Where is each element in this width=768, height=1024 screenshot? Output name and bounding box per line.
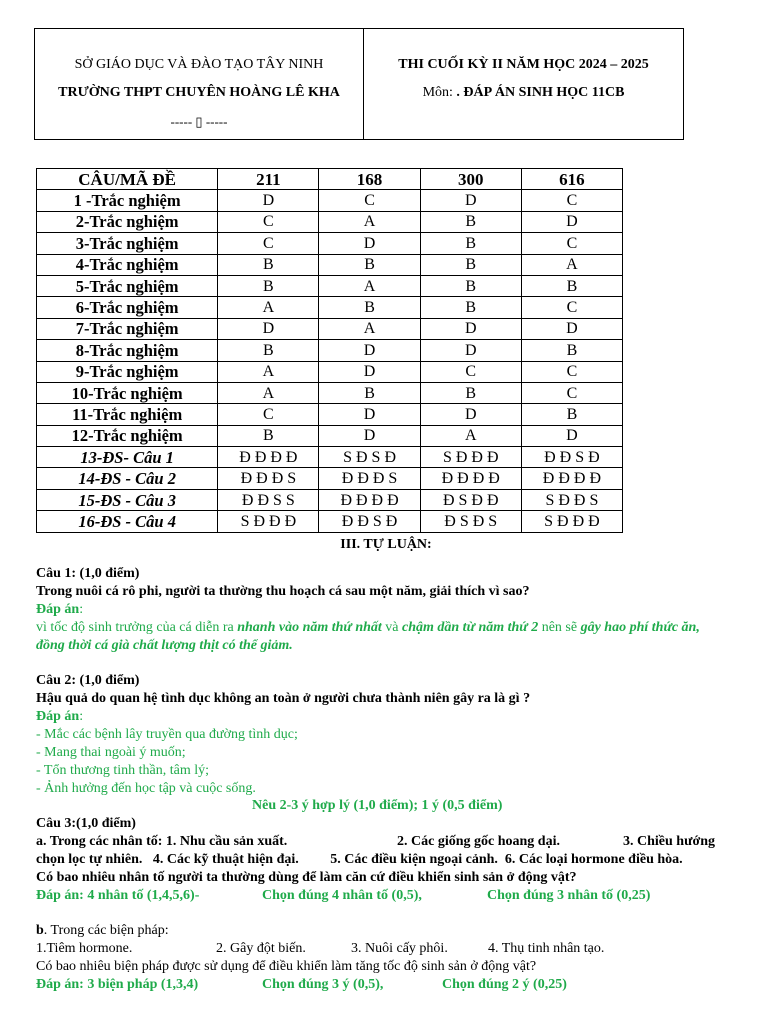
- answer-cell: Đ Đ S Đ: [521, 447, 622, 468]
- answer-cell: B: [420, 382, 521, 403]
- answer-label: Đáp án: [36, 709, 80, 724]
- header-separator: ----- ▯ -----: [170, 114, 228, 129]
- answer-cell: B: [319, 382, 420, 403]
- answer-cell: A: [319, 318, 420, 339]
- table-row: [37, 511, 623, 532]
- answer-colon: :: [79, 602, 84, 617]
- header-divider: [363, 29, 364, 139]
- answer-cell: D: [218, 190, 319, 211]
- exam-title: THI CUỐI KỲ II NĂM HỌC 2024 – 2025: [398, 57, 649, 72]
- q3-b-question: Có bao nhiêu biện pháp được sử dụng để điều khiển làm tăng tốc độ sinh sản ở động vật?: [36, 959, 537, 974]
- q2-item: - Ảnh hưởng đến học tập và cuộc sống.: [36, 781, 256, 796]
- answer-cell: C: [521, 382, 622, 403]
- answer-cell: A: [319, 275, 420, 296]
- q3-b-ans2: Chọn đúng 3 ý (0,5),: [262, 977, 384, 992]
- q3-a-line1: [36, 833, 736, 851]
- answer-cell: C: [420, 361, 521, 382]
- answer-cell: D: [420, 190, 521, 211]
- table-row: [37, 318, 623, 339]
- answer-cell: B: [420, 233, 521, 254]
- question-label-cell: 6-Trắc nghiệm: [37, 297, 218, 318]
- answer-cell: D: [521, 425, 622, 446]
- answer-cell: Đ Đ Đ Đ: [521, 468, 622, 489]
- table-header-row: [37, 169, 623, 190]
- header-cell: CÂU/MÃ ĐỀ: [37, 169, 218, 190]
- answer-cell: D: [319, 425, 420, 446]
- q3-b-intro: [36, 922, 736, 940]
- answer-cell: D: [521, 211, 622, 232]
- q3-b-ans3: Chọn đúng 2 ý (0,25): [442, 977, 567, 992]
- table-row: [37, 489, 623, 510]
- section-title: III. TỰ LUẬN:: [340, 537, 432, 552]
- table-row: [37, 254, 623, 275]
- answer-label: Đáp án: [36, 602, 80, 617]
- question-label-cell: 16-ĐS - Câu 4: [37, 511, 218, 532]
- answer-cell: C: [521, 233, 622, 254]
- q3-b-option: 2. Gây đột biến.: [216, 941, 306, 956]
- table-row: [37, 233, 623, 254]
- table-row: [37, 468, 623, 489]
- answer-colon: :: [79, 709, 84, 724]
- department-name: SỞ GIÁO DỤC VÀ ĐÀO TẠO TÂY NINH: [74, 57, 324, 72]
- header-box: [34, 28, 684, 140]
- question-label-cell: 2-Trắc nghiệm: [37, 211, 218, 232]
- q3-a-part1: a. Trong các nhân tố: 1. Nhu cầu sản xuất.: [36, 834, 288, 849]
- answer-cell: A: [319, 211, 420, 232]
- answer-cell: S Đ Đ Đ: [521, 511, 622, 532]
- answer-cell: C: [319, 190, 420, 211]
- answer-cell: C: [521, 361, 622, 382]
- q3-b-answer: [36, 976, 736, 994]
- answer-cell: D: [420, 340, 521, 361]
- answer-cell: B: [521, 404, 622, 425]
- question-label-cell: 13-ĐS- Câu 1: [37, 447, 218, 468]
- answer-cell: D: [420, 404, 521, 425]
- q3-b-option: 3. Nuôi cấy phôi.: [351, 941, 448, 956]
- answer-cell: D: [319, 233, 420, 254]
- table-row: [37, 447, 623, 468]
- table-row: [37, 382, 623, 403]
- answer-cell: B: [319, 297, 420, 318]
- subject-line: [364, 85, 683, 101]
- answer-cell: B: [420, 275, 521, 296]
- q3-title: Câu 3:(1,0 điểm): [36, 816, 136, 831]
- answer-cell: B: [521, 340, 622, 361]
- answer-cell: B: [218, 340, 319, 361]
- question-label-cell: 15-ĐS - Câu 3: [37, 489, 218, 510]
- q1-title: Câu 1: (1,0 điểm): [36, 566, 140, 581]
- table-row: [37, 404, 623, 425]
- answer-cell: Đ Đ Đ Đ: [218, 447, 319, 468]
- q1-a4: chậm dần từ năm thứ 2: [402, 620, 539, 635]
- q1-a1: vì tốc độ sinh trưởng của cá diễn ra: [36, 620, 238, 635]
- table-row: [37, 340, 623, 361]
- question-label-cell: 5-Trắc nghiệm: [37, 275, 218, 296]
- answer-cell: B: [420, 211, 521, 232]
- q3-a-line2: chọn lọc tự nhiên. 4. Các kỹ thuật hiện đại. 5. Các điều kiện ngoại cảnh. 6. Các loại hormone điều hòa.: [36, 852, 683, 867]
- answer-cell: Đ Đ S S: [218, 489, 319, 510]
- answer-cell: D: [218, 318, 319, 339]
- q3-b-ans1: Đáp án: 3 biện pháp (1,3,4): [36, 977, 199, 992]
- q3-b-option: 4. Thụ tinh nhân tạo.: [488, 941, 605, 956]
- q1-answer-label: [36, 601, 736, 619]
- q3-b-option: 1.Tiêm hormone.: [36, 941, 133, 956]
- q1-a6: gây hao phí thức ăn, đồng thời cá già chất lượng thịt có thể giảm.: [36, 620, 700, 653]
- q1-a2: nhanh vào năm thứ nhất: [237, 620, 382, 635]
- answer-cell: B: [420, 297, 521, 318]
- q3-a-ans1: Đáp án: 4 nhân tố (1,4,5,6)-: [36, 888, 200, 903]
- q3-b-label: b: [36, 923, 44, 938]
- answer-cell: Đ S Đ S: [420, 511, 521, 532]
- answer-cell: Đ Đ Đ Đ: [319, 489, 420, 510]
- answer-cell: D: [319, 361, 420, 382]
- answer-cell: C: [218, 404, 319, 425]
- question-label-cell: 14-ĐS - Câu 2: [37, 468, 218, 489]
- answer-cell: C: [521, 297, 622, 318]
- q3-a-ans3: Chọn đúng 3 nhân tố (0,25): [487, 888, 651, 903]
- q1-answer: [36, 619, 730, 655]
- q2-item: - Mang thai ngoài ý muốn;: [36, 745, 186, 760]
- question-label-cell: 8-Trắc nghiệm: [37, 340, 218, 361]
- q1-a3: và: [381, 620, 402, 635]
- q2-answer-label: [36, 708, 736, 726]
- answer-cell: Đ S Đ Đ: [420, 489, 521, 510]
- q2-title: Câu 2: (1,0 điểm): [36, 673, 140, 688]
- answer-cell: B: [218, 425, 319, 446]
- answer-cell: B: [218, 275, 319, 296]
- q3-a-part3: 3. Chiều hướng: [623, 834, 716, 849]
- answer-cell: S Đ Đ Đ: [218, 511, 319, 532]
- answer-cell: D: [521, 318, 622, 339]
- answer-cell: B: [521, 275, 622, 296]
- question-label-cell: 3-Trắc nghiệm: [37, 233, 218, 254]
- question-label-cell: 12-Trắc nghiệm: [37, 425, 218, 446]
- question-label-cell: 11-Trắc nghiệm: [37, 404, 218, 425]
- answer-cell: Đ Đ S Đ: [319, 511, 420, 532]
- table-row: [37, 361, 623, 382]
- answer-cell: Đ Đ Đ S: [319, 468, 420, 489]
- answer-cell: D: [420, 318, 521, 339]
- q3-a-part2: 2. Các giống gốc hoang dại.: [397, 834, 560, 849]
- q2-score: Nêu 2-3 ý hợp lý (1,0 điểm); 1 ý (0,5 điểm): [252, 798, 503, 813]
- answer-cell: S Đ S Đ: [319, 447, 420, 468]
- answer-cell: A: [521, 254, 622, 275]
- table-row: [37, 275, 623, 296]
- q2-item: - Mắc các bệnh lây truyền qua đường tình dục;: [36, 727, 298, 742]
- answer-cell: A: [218, 297, 319, 318]
- answer-cell: Đ Đ Đ S: [218, 468, 319, 489]
- q3-a-question: Có bao nhiêu nhân tố người ta thường dùng để làm căn cứ điều khiển sinh sản ở động vật?: [36, 870, 577, 885]
- q1-question: Trong nuôi cá rô phi, người ta thường thu hoạch cá sau một năm, giải thích vì sao?: [36, 584, 530, 599]
- answer-cell: Đ Đ Đ Đ: [420, 468, 521, 489]
- question-label-cell: 1 -Trắc nghiệm: [37, 190, 218, 211]
- question-label-cell: 9-Trắc nghiệm: [37, 361, 218, 382]
- answer-table: [36, 168, 623, 533]
- answer-cell: A: [218, 361, 319, 382]
- header-cell: 168: [319, 169, 420, 190]
- table-row: [37, 297, 623, 318]
- q2-item: - Tổn thương tinh thần, tâm lý;: [36, 763, 209, 778]
- table-row: [37, 425, 623, 446]
- answer-cell: B: [218, 254, 319, 275]
- answer-cell: C: [521, 190, 622, 211]
- q2-question: Hậu quả do quan hệ tình dục không an toàn ở người chưa thành niên gây ra là gì ?: [36, 691, 531, 706]
- school-name: TRƯỜNG THPT CHUYÊN HOÀNG LÊ KHA: [58, 85, 340, 100]
- answer-cell: A: [420, 425, 521, 446]
- answer-cell: C: [218, 233, 319, 254]
- subject-label: Môn:: [422, 85, 457, 100]
- answer-cell: D: [319, 340, 420, 361]
- answer-cell: B: [420, 254, 521, 275]
- answer-cell: S Đ Đ S: [521, 489, 622, 510]
- answer-cell: B: [319, 254, 420, 275]
- header-cell: 211: [218, 169, 319, 190]
- q1-a5: nên sẽ: [538, 620, 581, 635]
- q3-a-answer: [36, 887, 736, 905]
- question-label-cell: 7-Trắc nghiệm: [37, 318, 218, 339]
- answer-cell: D: [319, 404, 420, 425]
- q3-b-options: [36, 940, 736, 958]
- answer-cell: S Đ Đ Đ: [420, 447, 521, 468]
- subject-name: . ĐÁP ÁN SINH HỌC 11CB: [456, 85, 625, 100]
- header-cell: 300: [420, 169, 521, 190]
- q3-a-ans2: Chọn đúng 4 nhân tố (0,5),: [262, 888, 422, 903]
- question-label-cell: 10-Trắc nghiệm: [37, 382, 218, 403]
- answer-cell: A: [218, 382, 319, 403]
- q3-b-intro-text: . Trong các biện pháp:: [43, 923, 169, 938]
- question-label-cell: 4-Trắc nghiệm: [37, 254, 218, 275]
- header-cell: 616: [521, 169, 622, 190]
- answer-cell: C: [218, 211, 319, 232]
- table-row: [37, 211, 623, 232]
- table-row: [37, 190, 623, 211]
